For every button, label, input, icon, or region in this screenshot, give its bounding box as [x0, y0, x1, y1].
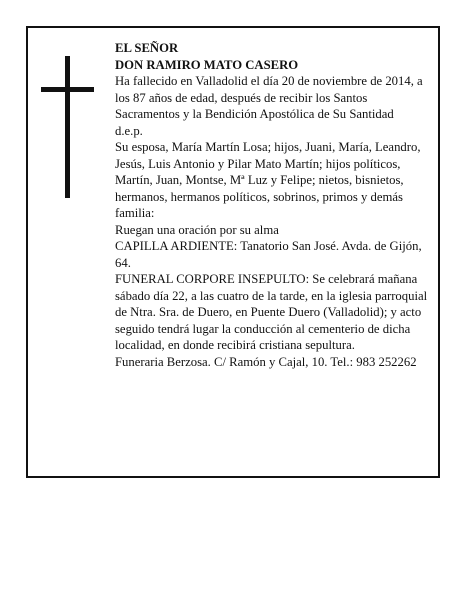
- death-announcement: Ha fallecido en Valladolid el día 20 de noviembre de 2014, a los 87 años de edad, después de recibir los Santos Sacramentos y la Bendición Apostólica de Su Santidad: [115, 74, 423, 121]
- dep-text: d.e.p.: [115, 123, 143, 138]
- funeral-info: FUNERAL CORPORE INSEPULTO: Se celebrará mañana sábado día 22, a las cuatro de la tarde, en la iglesia parroquial de Ntra. Sra. de Duero, en Puente Duero (Valladolid); y acto seguido tendrá lugar la conducción al cementerio de dicha localidad, en donde recibirá cristiana sepultura.: [115, 272, 428, 352]
- funeral-home-info: Funeraria Berzosa. C/ Ramón y Cajal, 10. Tel.: 983 252262: [115, 354, 417, 369]
- obituary-notice: [26, 26, 440, 478]
- chapel-info: CAPILLA ARDIENTE: Tanatorio San José. Avda. de Gijón, 64.: [115, 239, 422, 270]
- prayer-request: Ruegan una oración por su alma: [115, 222, 279, 237]
- cross-horizontal-bar: [41, 87, 94, 92]
- deceased-name: DON RAMIRO MATO CASERO: [115, 57, 299, 72]
- notice-title-line1: EL SEÑOR: [115, 41, 179, 55]
- family-list: Su esposa, María Martín Losa; hijos, Juani, María, Leandro, Jesús, Luis Antonio y Pilar Mato Martín; hijos políticos, Martín, Juan, Montse, Mª Luz y Felipe; nietos, bisnietos, hermanos, hermanos políticos, sobrinos, primos y demás familia:: [115, 140, 421, 220]
- cross-vertical-bar: [65, 56, 70, 198]
- notice-text: [115, 40, 433, 370]
